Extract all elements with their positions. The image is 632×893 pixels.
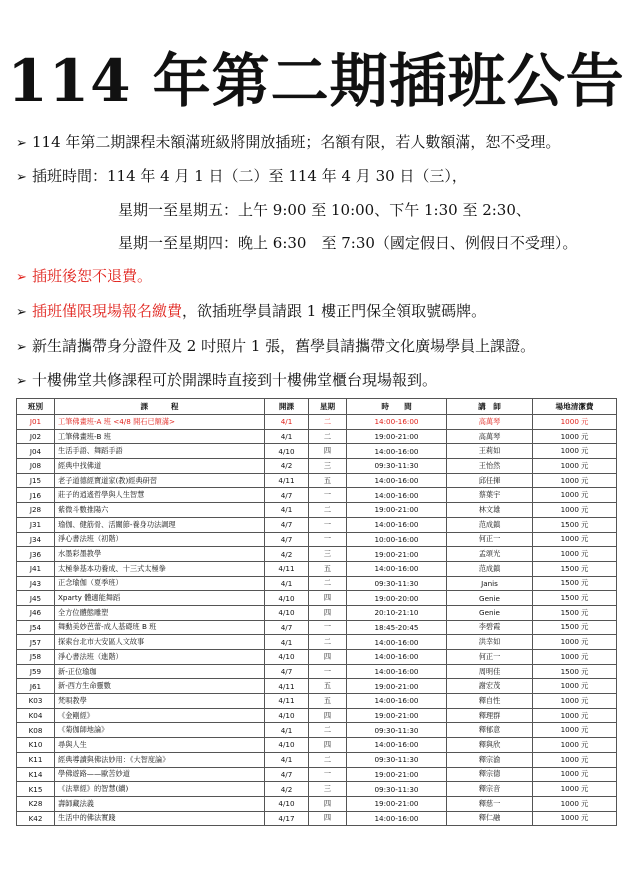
table-row — [17, 679, 617, 694]
table-row — [17, 620, 617, 635]
table-row — [17, 488, 617, 503]
cell-fee: 1000 元 — [533, 488, 617, 503]
header-weekday: 星期 — [309, 399, 347, 415]
cell-fee: 1500 元 — [533, 517, 617, 532]
table-row — [17, 694, 617, 709]
cell-fee: 1000 元 — [533, 547, 617, 562]
cell-teacher: 邱任揮 — [447, 473, 533, 488]
cell-course-name: 新-正位瑜珈 — [55, 664, 265, 679]
notice-no-refund: ➢ 插班後恕不退費。 — [16, 266, 152, 288]
cell-teacher: Genie — [447, 605, 533, 620]
cell-weekday: 一 — [309, 620, 347, 635]
cell-fee: 1000 元 — [533, 738, 617, 753]
cell-start-date: 4/11 — [265, 679, 309, 694]
header-start-date: 開課 — [265, 399, 309, 415]
cell-teacher: 釋宗渝 — [447, 752, 533, 767]
table-row — [17, 752, 617, 767]
cell-start-date: 4/1 — [265, 576, 309, 591]
cell-teacher: 李碧霞 — [447, 620, 533, 635]
table-row — [17, 547, 617, 562]
cell-course-name: 正念瑜伽（夏季班） — [55, 576, 265, 591]
cell-weekday: 四 — [309, 796, 347, 811]
table-row — [17, 738, 617, 753]
cell-start-date: 4/7 — [265, 532, 309, 547]
table-row — [17, 796, 617, 811]
cell-course-name: 紫微斗數推陽六 — [55, 503, 265, 518]
table-row — [17, 415, 617, 430]
cell-fee: 1000 元 — [533, 415, 617, 430]
table-row — [17, 532, 617, 547]
cell-course-name: 《金剛經》 — [55, 708, 265, 723]
table-row — [17, 561, 617, 576]
cell-teacher: 釋仁融 — [447, 811, 533, 826]
cell-class-code: J45 — [17, 591, 55, 606]
cell-course-name: 壽師藏法義 — [55, 796, 265, 811]
cell-class-time: 14:00-16:00 — [347, 444, 447, 459]
cell-weekday: 四 — [309, 811, 347, 826]
cell-course-name: 探索台北市大安區人文故事 — [55, 635, 265, 650]
cell-class-time: 14:00-16:00 — [347, 738, 447, 753]
cell-fee: 1500 元 — [533, 591, 617, 606]
page-title: 114 年第二期插班公告 — [7, 47, 625, 115]
cell-start-date: 4/1 — [265, 752, 309, 767]
cell-class-code: K42 — [17, 811, 55, 826]
cell-class-time: 09:30-11:30 — [347, 752, 447, 767]
table-row — [17, 459, 617, 474]
cell-class-time: 19:00-21:00 — [347, 429, 447, 444]
cell-weekday: 四 — [309, 708, 347, 723]
cell-weekday: 四 — [309, 444, 347, 459]
cell-weekday: 四 — [309, 650, 347, 665]
cell-fee: 1000 元 — [533, 723, 617, 738]
cell-fee: 1000 元 — [533, 694, 617, 709]
cell-fee: 1000 元 — [533, 752, 617, 767]
cell-course-name: 新-西方生命靈數 — [55, 679, 265, 694]
cell-start-date: 4/7 — [265, 620, 309, 635]
arrow-icon: ➢ — [16, 136, 27, 151]
cell-class-time: 14:00-16:00 — [347, 517, 447, 532]
cell-start-date: 4/7 — [265, 767, 309, 782]
cell-start-date: 4/7 — [265, 488, 309, 503]
cell-start-date: 4/1 — [265, 503, 309, 518]
cell-class-time: 14:00-16:00 — [347, 415, 447, 430]
cell-course-name: 舞動美妙芭蕾-成人基礎班 B 班 — [55, 620, 265, 635]
cell-class-code: J43 — [17, 576, 55, 591]
cell-course-name: 莊子的逍遙哲學與人生智慧 — [55, 488, 265, 503]
cell-course-name: 學佛遊路——歐苦妙道 — [55, 767, 265, 782]
cell-course-name: 工筆佛畫班-B 班 — [55, 429, 265, 444]
cell-teacher: 范成鎮 — [447, 561, 533, 576]
cell-teacher: 周明佳 — [447, 664, 533, 679]
cell-class-code: J36 — [17, 547, 55, 562]
cell-weekday: 一 — [309, 664, 347, 679]
arrow-icon: ➢ — [16, 170, 27, 185]
cell-class-time: 09:30-11:30 — [347, 459, 447, 474]
cell-start-date: 4/2 — [265, 782, 309, 797]
cell-teacher: 何正一 — [447, 650, 533, 665]
cell-class-time: 09:30-11:30 — [347, 723, 447, 738]
cell-fee: 1000 元 — [533, 708, 617, 723]
cell-weekday: 四 — [309, 738, 347, 753]
cell-class-time: 19:00-21:00 — [347, 708, 447, 723]
cell-start-date: 4/10 — [265, 605, 309, 620]
cell-class-code: J54 — [17, 620, 55, 635]
cell-class-time: 14:00-16:00 — [347, 694, 447, 709]
arrow-icon: ➢ — [16, 270, 27, 285]
cell-class-code: J31 — [17, 517, 55, 532]
table-row — [17, 503, 617, 518]
header-fee: 場地清潔費 — [533, 399, 617, 415]
cell-weekday: 三 — [309, 782, 347, 797]
cell-weekday: 二 — [309, 415, 347, 430]
table-row — [17, 664, 617, 679]
cell-teacher: 蔡葉宇 — [447, 488, 533, 503]
cell-teacher: 何正一 — [447, 532, 533, 547]
cell-class-code: J08 — [17, 459, 55, 474]
cell-fee: 1500 元 — [533, 576, 617, 591]
table-row — [17, 591, 617, 606]
cell-teacher: Janis — [447, 576, 533, 591]
cell-start-date: 4/10 — [265, 444, 309, 459]
notice-documents: ➢ 新生請攜帶身分證件及 2 吋照片 1 張，舊學員請攜帶文化廣場學員上課證。 — [16, 336, 535, 358]
cell-start-date: 4/11 — [265, 561, 309, 576]
cell-teacher: Genie — [447, 591, 533, 606]
cell-teacher: 高萬琴 — [447, 415, 533, 430]
cell-start-date: 4/1 — [265, 415, 309, 430]
cell-class-time: 14:00-16:00 — [347, 488, 447, 503]
cell-weekday: 四 — [309, 591, 347, 606]
cell-teacher: 洪幸如 — [447, 635, 533, 650]
cell-class-code: J46 — [17, 605, 55, 620]
table-row — [17, 708, 617, 723]
cell-course-name: 太極拳基本功養成、十三式太極拳 — [55, 561, 265, 576]
cell-fee: 1000 元 — [533, 796, 617, 811]
cell-class-time: 14:00-16:00 — [347, 811, 447, 826]
cell-class-code: K10 — [17, 738, 55, 753]
table-row — [17, 444, 617, 459]
cell-class-time: 09:30-11:30 — [347, 782, 447, 797]
cell-weekday: 五 — [309, 561, 347, 576]
cell-class-code: K28 — [17, 796, 55, 811]
notice-weekday-hours: 星期一至星期五：上午 9:00 至 10:00、下午 1:30 至 2:30、 — [118, 201, 531, 219]
table-row — [17, 605, 617, 620]
cell-course-name: 經典導讀與佛法妙用：《大智度論》 — [55, 752, 265, 767]
cell-class-code: J59 — [17, 664, 55, 679]
cell-fee: 1000 元 — [533, 444, 617, 459]
cell-fee: 1000 元 — [533, 650, 617, 665]
cell-weekday: 一 — [309, 532, 347, 547]
cell-weekday: 五 — [309, 679, 347, 694]
cell-weekday: 二 — [309, 723, 347, 738]
cell-course-name: 經典中找佛道 — [55, 459, 265, 474]
cell-course-name: 全方位體態雕塑 — [55, 605, 265, 620]
cell-weekday: 三 — [309, 547, 347, 562]
cell-start-date: 4/11 — [265, 694, 309, 709]
cell-class-code: K11 — [17, 752, 55, 767]
cell-class-time: 14:00-16:00 — [347, 650, 447, 665]
notice-open-classes: ➢ 114 年第二期課程未額滿班級將開放插班；名額有限，若人數額滿，恕不受理。 — [16, 132, 560, 154]
cell-class-code: J61 — [17, 679, 55, 694]
cell-start-date: 4/10 — [265, 650, 309, 665]
table-row — [17, 650, 617, 665]
table-row — [17, 782, 617, 797]
table-row — [17, 635, 617, 650]
cell-fee: 1500 元 — [533, 561, 617, 576]
arrow-icon: ➢ — [16, 374, 27, 389]
cell-course-name: 淨心書法班（進階） — [55, 650, 265, 665]
cell-class-code: J01 — [17, 415, 55, 430]
arrow-icon: ➢ — [16, 305, 27, 320]
cell-fee: 1000 元 — [533, 635, 617, 650]
cell-course-name: 梵唄教學 — [55, 694, 265, 709]
cell-fee: 1000 元 — [533, 459, 617, 474]
cell-fee: 1000 元 — [533, 503, 617, 518]
header-class-code: 班別 — [17, 399, 55, 415]
cell-course-name: 淨心書法班（初階） — [55, 532, 265, 547]
cell-fee: 1500 元 — [533, 620, 617, 635]
table-row — [17, 576, 617, 591]
cell-start-date: 4/1 — [265, 635, 309, 650]
cell-class-code: J57 — [17, 635, 55, 650]
cell-fee: 1500 元 — [533, 605, 617, 620]
cell-class-time: 20:10-21:10 — [347, 605, 447, 620]
cell-start-date: 4/2 — [265, 459, 309, 474]
cell-start-date: 4/17 — [265, 811, 309, 826]
arrow-icon: ➢ — [16, 340, 27, 355]
header-time: 時 間 — [347, 399, 447, 415]
cell-class-code: K03 — [17, 694, 55, 709]
cell-class-time: 14:00-16:00 — [347, 635, 447, 650]
cell-class-time: 19:00-21:00 — [347, 503, 447, 518]
cell-fee: 1000 元 — [533, 782, 617, 797]
cell-teacher: 釋郁意 — [447, 723, 533, 738]
header-teacher: 講 師 — [447, 399, 533, 415]
cell-teacher: 釋與欣 — [447, 738, 533, 753]
cell-class-time: 19:00-21:00 — [347, 767, 447, 782]
cell-class-time: 10:00-16:00 — [347, 532, 447, 547]
cell-class-code: J04 — [17, 444, 55, 459]
cell-class-code: J15 — [17, 473, 55, 488]
cell-weekday: 五 — [309, 473, 347, 488]
cell-weekday: 一 — [309, 517, 347, 532]
table-row — [17, 811, 617, 826]
cell-teacher: 孟頌光 — [447, 547, 533, 562]
cell-weekday: 三 — [309, 459, 347, 474]
cell-course-name: 《菊伽師地論》 — [55, 723, 265, 738]
cell-teacher: 釋宗德 — [447, 767, 533, 782]
notice-buddha-hall: ➢ 十樓佛堂共修課程可於開課時直接到十樓佛堂櫃台現場報到。 — [16, 370, 437, 392]
table-row — [17, 473, 617, 488]
header-course: 課 程 — [55, 399, 265, 415]
cell-teacher: 釋理群 — [447, 708, 533, 723]
notice-time: ➢ 插班時間：114 年 4 月 1 日（二）至 114 年 4 月 30 日（三）， — [16, 166, 467, 188]
cell-class-time: 09:30-11:30 — [347, 576, 447, 591]
cell-teacher: 高萬琴 — [447, 429, 533, 444]
cell-start-date: 4/7 — [265, 517, 309, 532]
cell-teacher: 王怡然 — [447, 459, 533, 474]
cell-weekday: 二 — [309, 752, 347, 767]
table-row — [17, 767, 617, 782]
cell-teacher: 謝宏茂 — [447, 679, 533, 694]
cell-start-date: 4/1 — [265, 723, 309, 738]
cell-class-code: J02 — [17, 429, 55, 444]
table-row — [17, 429, 617, 444]
cell-fee: 1000 元 — [533, 429, 617, 444]
cell-teacher: 王莉如 — [447, 444, 533, 459]
cell-fee: 1000 元 — [533, 811, 617, 826]
cell-class-code: K04 — [17, 708, 55, 723]
cell-class-time: 14:00-16:00 — [347, 664, 447, 679]
cell-start-date: 4/11 — [265, 473, 309, 488]
cell-class-time: 18:45-20:45 — [347, 620, 447, 635]
cell-weekday: 一 — [309, 488, 347, 503]
cell-start-date: 4/10 — [265, 708, 309, 723]
cell-class-code: J16 — [17, 488, 55, 503]
cell-class-code: J58 — [17, 650, 55, 665]
cell-class-time: 19:00-21:00 — [347, 547, 447, 562]
table-row — [17, 723, 617, 738]
cell-weekday: 五 — [309, 694, 347, 709]
notice-evening-hours: 星期一至星期四：晚上 6:30 至 7:30（國定假日、例假日不受理）。 — [118, 234, 578, 252]
cell-class-code: K14 — [17, 767, 55, 782]
cell-weekday: 二 — [309, 635, 347, 650]
cell-start-date: 4/2 — [265, 547, 309, 562]
cell-start-date: 4/10 — [265, 738, 309, 753]
cell-course-name: 生活手語、舞蹈手語 — [55, 444, 265, 459]
cell-course-name: 瑜伽、健筋骨、活關節-養身功法調理 — [55, 517, 265, 532]
cell-weekday: 一 — [309, 767, 347, 782]
cell-course-name: 尋與人生 — [55, 738, 265, 753]
cell-start-date: 4/7 — [265, 664, 309, 679]
cell-weekday: 二 — [309, 429, 347, 444]
cell-fee: 1000 元 — [533, 679, 617, 694]
cell-teacher: 范成鎮 — [447, 517, 533, 532]
class-table — [16, 398, 617, 826]
cell-class-time: 19:00-21:00 — [347, 796, 447, 811]
notice-onsite-registration: ➢ 插班僅限現場報名繳費，欲插班學員請跟 1 樓正門保全領取號碼牌。 — [16, 301, 486, 323]
cell-fee: 1000 元 — [533, 473, 617, 488]
cell-course-name: 《法華經》的智慧(續) — [55, 782, 265, 797]
cell-class-code: K08 — [17, 723, 55, 738]
cell-course-name: 工筆佛畫班-A 班 <4/8 開石已額滿> — [55, 415, 265, 430]
cell-class-code: K15 — [17, 782, 55, 797]
cell-teacher: 釋自性 — [447, 694, 533, 709]
cell-course-name: Xparty 體適能舞蹈 — [55, 591, 265, 606]
table-row — [17, 517, 617, 532]
cell-class-code: J28 — [17, 503, 55, 518]
cell-teacher: 釋宗音 — [447, 782, 533, 797]
cell-teacher: 林文雄 — [447, 503, 533, 518]
cell-class-code: J34 — [17, 532, 55, 547]
cell-course-name: 老子道德經寶道家(教)經典研習 — [55, 473, 265, 488]
cell-fee: 1000 元 — [533, 532, 617, 547]
cell-weekday: 二 — [309, 503, 347, 518]
cell-course-name: 水墨彩墨教學 — [55, 547, 265, 562]
cell-class-time: 14:00-16:00 — [347, 473, 447, 488]
cell-course-name: 生活中的佛法實踐 — [55, 811, 265, 826]
cell-weekday: 二 — [309, 576, 347, 591]
cell-start-date: 4/10 — [265, 591, 309, 606]
cell-start-date: 4/1 — [265, 429, 309, 444]
cell-fee: 1500 元 — [533, 664, 617, 679]
cell-class-time: 19:00-20:00 — [347, 591, 447, 606]
table-header-row — [17, 399, 617, 415]
cell-class-time: 14:00-16:00 — [347, 561, 447, 576]
cell-teacher: 釋慈一 — [447, 796, 533, 811]
cell-weekday: 四 — [309, 605, 347, 620]
cell-class-time: 19:00-21:00 — [347, 679, 447, 694]
cell-fee: 1000 元 — [533, 767, 617, 782]
cell-class-code: J41 — [17, 561, 55, 576]
cell-start-date: 4/10 — [265, 796, 309, 811]
